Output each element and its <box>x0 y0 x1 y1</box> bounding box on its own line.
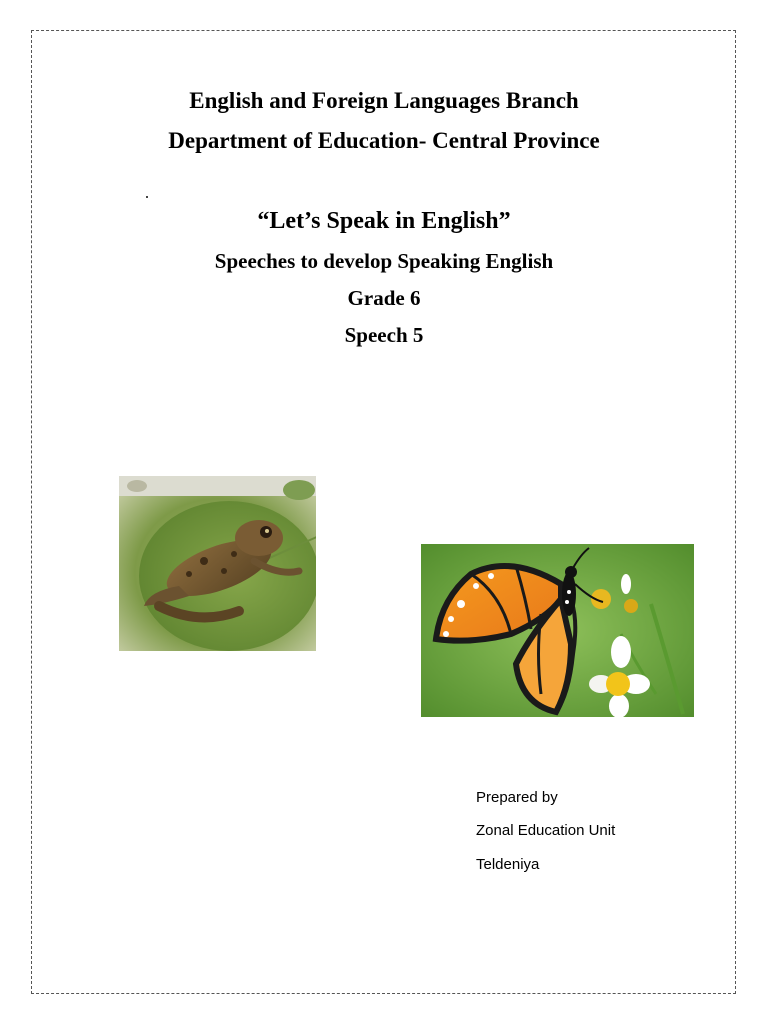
branch-heading: English and Foreign Languages Branch <box>189 88 579 113</box>
butterfly-image <box>421 544 694 717</box>
speech-label: Speech 5 <box>344 323 424 347</box>
department-heading: Department of Education- Central Province <box>168 128 600 153</box>
document-title: “Let’s Speak in English” <box>257 208 511 234</box>
document-subtitle: Speeches to develop Speaking English <box>214 249 554 273</box>
butterfly-photo <box>421 544 694 717</box>
grade-label: Grade 6 <box>347 286 421 310</box>
stray-dot <box>146 196 148 198</box>
frog-photo <box>119 476 316 651</box>
prepared-by-label: Prepared by <box>476 789 558 806</box>
prepared-by-place: Teldeniya <box>476 856 540 873</box>
prepared-by-unit: Zonal Education Unit <box>476 822 616 839</box>
frog-image <box>119 476 316 651</box>
